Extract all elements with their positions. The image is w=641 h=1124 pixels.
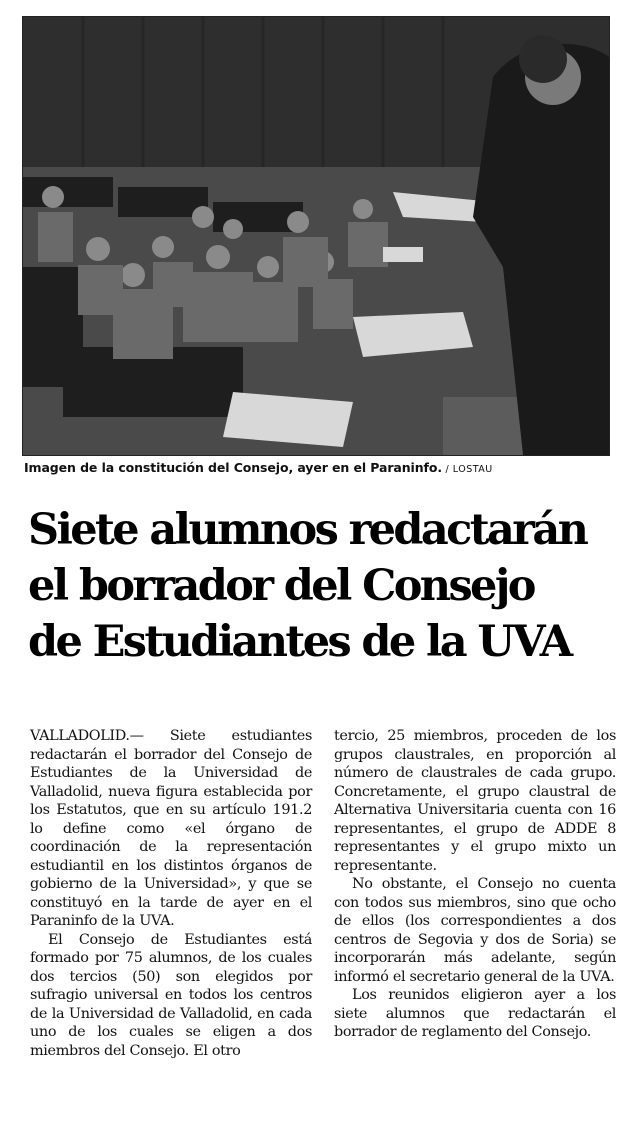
- headline-line-2: el borrador del Consejo: [28, 561, 534, 611]
- news-photo: [22, 16, 610, 456]
- photo-credit: / LOSTAU: [442, 464, 493, 475]
- article-paragraph-1: VALLADOLID.— Siete estudiantes redactarán el borrador del Consejo de Estudiantes de la Universidad de Valladolid, nueva figura establecida por los Estatutos, que en su artículo 191.2 lo define como «el órgano de coordinación de la representación estudiantil en los distintos órganos de gobierno de la Universidad», y que se constituyó en la tarde de ayer en el Paraninfo de la UVA.: [30, 728, 312, 929]
- lecture-hall-photo-icon: [23, 17, 609, 455]
- article-paragraph-2-continued: tercio, 25 miembros, proceden de los grupos claustrales, en proporción al número de claustrales de cada grupo. Concretamente, el grupo claustral de Alternativa Universitaria cuenta con 16 representantes, el grupo de ADDE 8 representantes y el grupo mixto un representante.: [334, 728, 616, 874]
- caption-text: Imagen de la constitución del Consejo, ayer en el Paraninfo.: [24, 460, 443, 475]
- article-paragraph-2: El Consejo de Estudiantes está formado por 75 alumnos, de los cuales dos tercios (50) son elegidos por sufragio universal en todos los centros de la Universidad de Valladolid, en cada uno de los cuales se eligen a dos miembros del Consejo. El otro: [30, 931, 312, 1059]
- photo-caption: [24, 460, 624, 475]
- article-column-right: [334, 727, 616, 1042]
- headline-line-3: de Estudiantes de la UVA: [28, 617, 571, 667]
- headline: [28, 502, 628, 670]
- headline-line-1: Siete alumnos redactarán: [28, 505, 587, 555]
- article-paragraph-3: No obstante, el Consejo no cuenta con todos sus miembros, sino que ocho de ellos (los correspondientes a dos centros de Segovia y dos de Soria) se incorporarán más adelante, según informó el secretario general de la UVA.: [334, 876, 616, 985]
- article-paragraph-4: Los reunidos eligieron ayer a los siete alumnos que redactarán el borrador de reglamento del Consejo.: [334, 987, 616, 1040]
- article-column-left: [30, 727, 312, 1060]
